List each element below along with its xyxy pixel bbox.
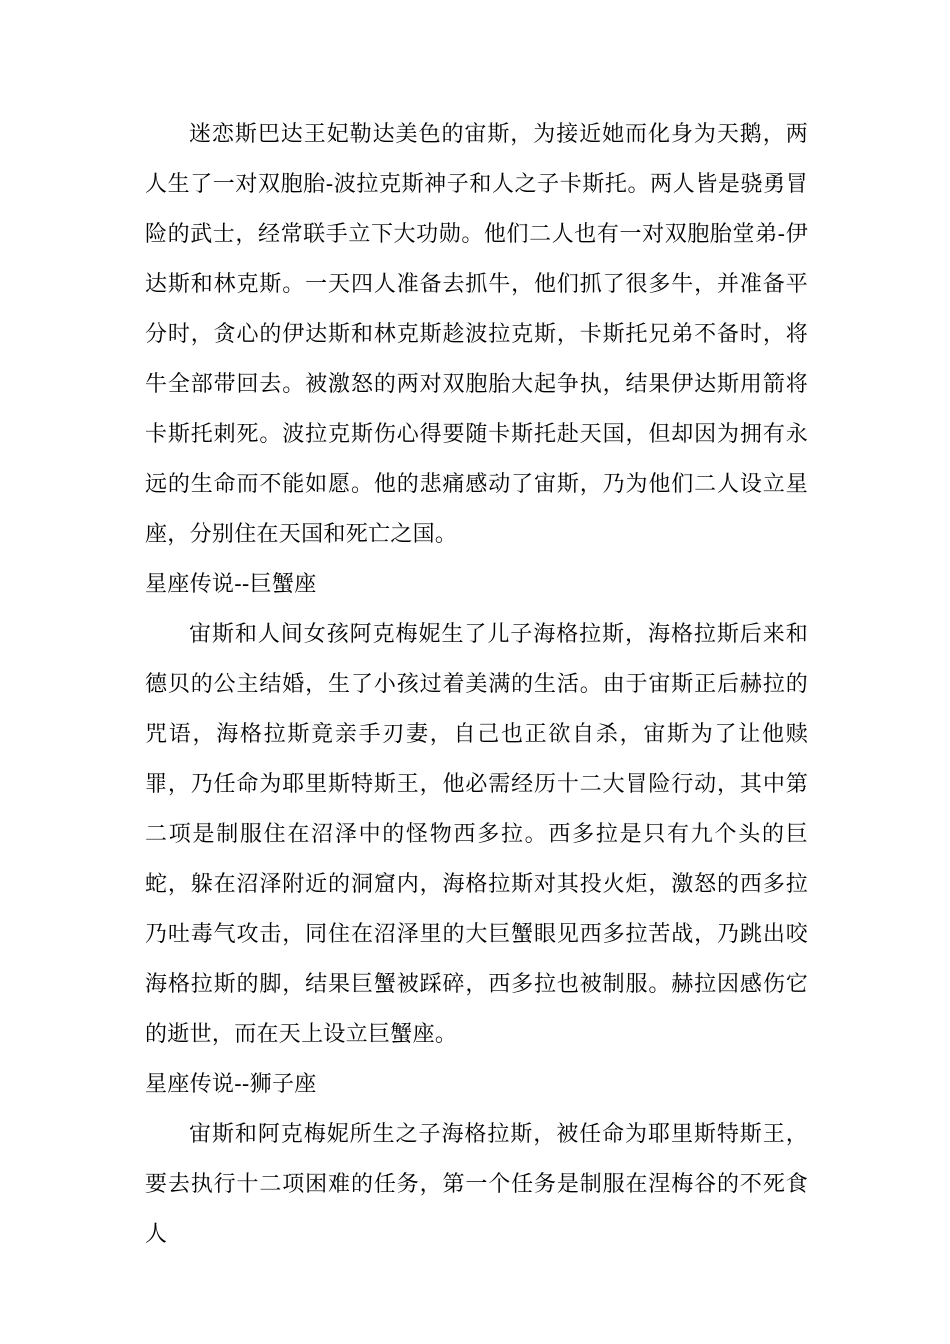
heading-leo-legend: 星座传说--狮子座 bbox=[145, 1072, 317, 1097]
paragraph-cancer-legend: 宙斯和人间女孩阿克梅妮生了儿子海格拉斯，海格拉斯后来和德贝的公主结婚，生了小孩过着美满的生活。由于宙斯正后赫拉的咒语，海格拉斯竟亲手刃妻，自己也正欲自杀，宙斯为了让他赎罪，乃任命为耶里斯特斯王，他必需经历十二大冒险行动，其中第二项是制服住在沼泽中的怪物西多拉。西多拉是只有九个头的巨蛇，躲在沼泽附近的洞窟内，海格拉斯对其投火炬，激怒的西多拉乃吐毒气攻击，同住在沼泽里的大巨蟹眼见西多拉苦战，乃跳出咬海格拉斯的脚，结果巨蟹被踩碎，西多拉也被制服。赫拉因感伤它的逝世，而在天上设立巨蟹座。 bbox=[145, 622, 808, 1047]
heading-cancer-legend: 星座传说--巨蟹座 bbox=[145, 572, 317, 597]
paragraph-leo-legend: 宙斯和阿克梅妮所生之子海格拉斯，被任命为耶里斯特斯王，要去执行十二项困难的任务，第一个任务是制服在涅梅谷的不死食人 bbox=[145, 1122, 808, 1247]
document-body bbox=[145, 110, 808, 1260]
paragraph-gemini-legend: 迷恋斯巴达王妃勒达美色的宙斯，为接近她而化身为天鹅，两人生了一对双胞胎-波拉克斯神子和人之子卡斯托。两人皆是骁勇冒险的武士，经常联手立下大功勋。他们二人也有一对双胞胎堂弟-伊达斯和林克斯。一天四人准备去抓牛，他们抓了很多牛，并准备平分时，贪心的伊达斯和林克斯趁波拉克斯，卡斯托兄弟不备时，将牛全部带回去。被激怒的两对双胞胎大起争执，结果伊达斯用箭将卡斯托刺死。波拉克斯伤心得要随卡斯托赴天国，但却因为拥有永远的生命而不能如愿。他的悲痛感动了宙斯，乃为他们二人设立星座，分别住在天国和死亡之国。 bbox=[145, 122, 808, 547]
